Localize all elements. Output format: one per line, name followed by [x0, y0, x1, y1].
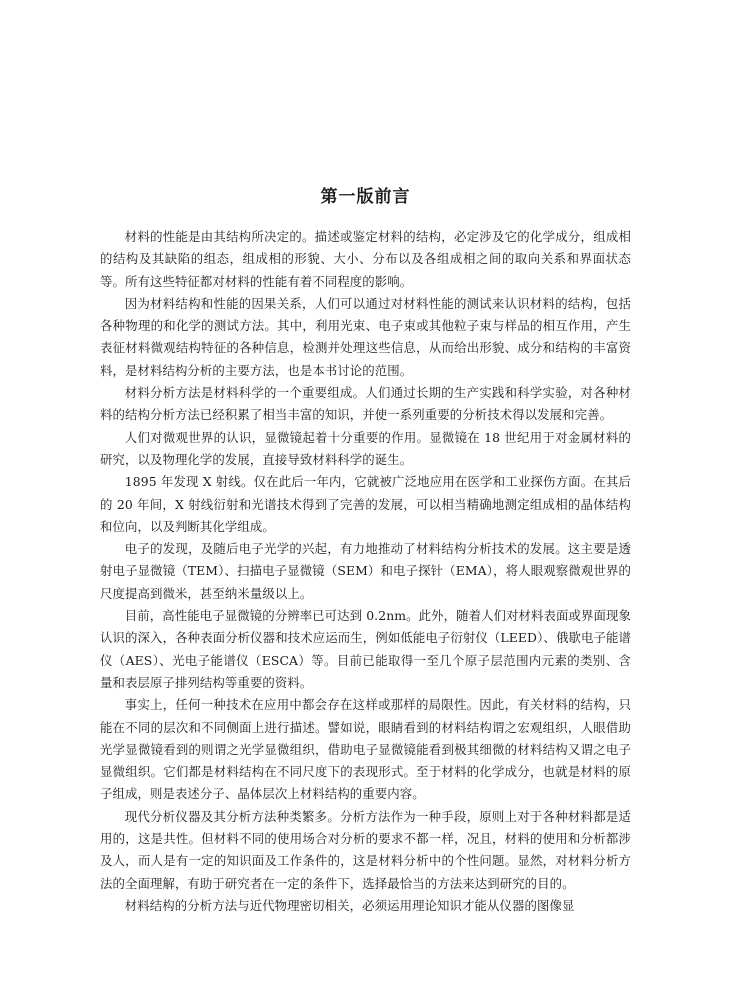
- paragraph: 电子的发现，及随后电子光学的兴起，有力地推动了材料结构分析技术的发展。这主要是透射电子显微镜（TEM）、扫描电子显微镜（SEM）和电子探针（EMA），将人眼观察微观世界的尺度提高到微米，甚至纳米量级以上。: [100, 541, 631, 601]
- paragraph: 1895 年发现 X 射线。仅在此后一年内，它就被广泛地应用在医学和工业探伤方面。在其后的 20 年间，X 射线衍射和光谱技术得到了完善的发展，可以相当精确地测定组成相的晶体结构和位向，以及判断其化学组成。: [100, 474, 631, 534]
- paragraph: 事实上，任何一种技术在应用中都会存在这样或那样的局限性。因此，有关材料的结构，只能在不同的层次和不同侧面上进行描述。譬如说，眼睛看到的材料结构谓之宏观组织，人眼借助光学显微镜看到的则谓之光学显微组织，借助电子显微镜能看到极其细微的材料结构又谓之电子显微组织。它们都是材料结构在不同尺度下的表现形式。至于材料的化学成分，也就是材料的原子组成，则是表述分子、晶体层次上材料结构的重要内容。: [100, 697, 631, 802]
- paragraph: 目前，高性能电子显微镜的分辨率已可达到 0.2nm。此外，随着人们对材料表面或界面现象认识的深入，各种表面分析仪器和技术应运而生，例如低能电子衍射仪（LEED）、俄歇电子能谱仪（AES）、光电子能谱仪（ESCA）等。目前已能取得一至几个原子层范围内元素的类别、含量和表层原子排列结构等重要的资料。: [100, 608, 631, 690]
- paragraph: 因为材料结构和性能的因果关系，人们可以通过对材料性能的测试来认识材料的结构，包括各种物理的和化学的测试方法。其中，利用光束、电子束或其他粒子束与样品的相互作用，产生表征材料微观结构特征的各种信息，检测并处理这些信息，从而给出形貌、成分和结构的丰富资料，是材料结构分析的主要方法，也是本书讨论的范围。: [100, 295, 631, 378]
- paragraph: 材料的性能是由其结构所决定的。描述或鉴定材料的结构，必定涉及它的化学成分，组成相的结构及其缺陷的组态，组成相的形貌、大小、分布以及各组成相之间的取向关系和界面状态等。所有这些特征都对材料的性能有着不同程度的影响。: [100, 229, 631, 289]
- paragraph: 材料分析方法是材料科学的一个重要组成。人们通过长期的生产实践和科学实验，对各种材料的结构分析方法已经积累了相当丰富的知识，并使一系列重要的分析技术得以发展和完善。: [100, 385, 631, 423]
- paragraph: 现代分析仪器及其分析方法种类繁多。分析方法作为一种手段，原则上对于各种材料都是适用的，这是共性。但材料不同的使用场合对分析的要求不都一样，况且，材料的使用和分析都涉及人，而人是有一定的知识面及工作条件的，这是材料分析中的个性问题。显然，对材料分析方法的全面理解，有助于研究者在一定的条件下，选择最恰当的方法来达到研究的目的。: [100, 808, 631, 891]
- paragraph: 材料结构的分析方法与近代物理密切相关，必须运用理论知识才能从仪器的图像显: [124, 897, 575, 913]
- document-page: [100, 0, 631, 1005]
- paragraph: 人们对微观世界的认识，显微镜起着十分重要的作用。显微镜在 18 世纪用于对金属材料的研究，以及物理化学的发展，直接导致材料科学的诞生。: [100, 429, 631, 467]
- page-title: 第一版前言: [320, 187, 411, 207]
- body-text: [100, 226, 631, 917]
